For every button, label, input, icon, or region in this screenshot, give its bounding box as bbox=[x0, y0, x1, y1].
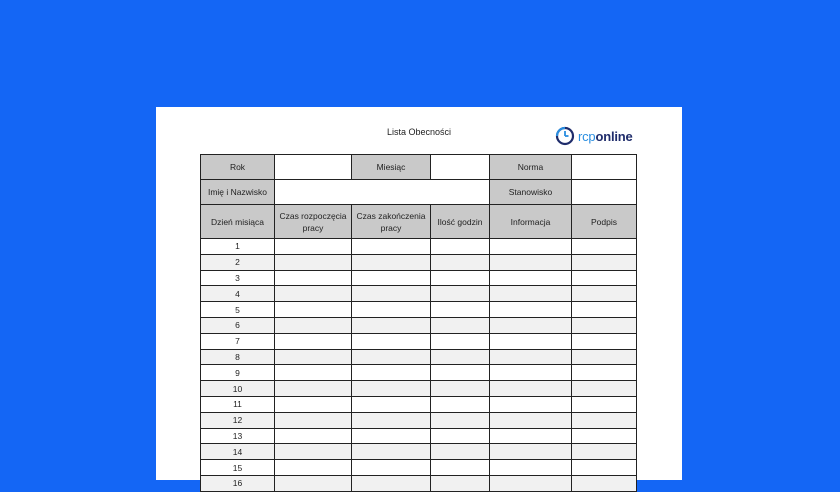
column-header-info-text: Informacja bbox=[510, 216, 551, 227]
table-row bbox=[201, 396, 637, 412]
start-time-cell[interactable] bbox=[275, 365, 352, 381]
start-time-cell[interactable] bbox=[275, 412, 352, 428]
day-number: 13 bbox=[201, 428, 275, 444]
day-number: 4 bbox=[201, 286, 275, 302]
signature-cell[interactable] bbox=[572, 286, 637, 302]
end-time-cell[interactable] bbox=[352, 349, 431, 365]
end-time-cell[interactable] bbox=[352, 286, 431, 302]
table-row bbox=[201, 428, 637, 444]
signature-cell[interactable] bbox=[572, 270, 637, 286]
hours-cell[interactable] bbox=[431, 475, 490, 491]
rok-field[interactable] bbox=[275, 155, 352, 180]
table-row bbox=[201, 444, 637, 460]
start-time-cell[interactable] bbox=[275, 381, 352, 397]
signature-cell[interactable] bbox=[572, 254, 637, 270]
column-header-signature bbox=[572, 205, 637, 239]
column-header-hours-text: Ilość godzin bbox=[437, 216, 483, 227]
info-cell[interactable] bbox=[490, 444, 572, 460]
info-cell[interactable] bbox=[490, 333, 572, 349]
hours-cell[interactable] bbox=[431, 317, 490, 333]
end-time-cell[interactable] bbox=[352, 365, 431, 381]
table-row bbox=[201, 333, 637, 349]
hours-cell[interactable] bbox=[431, 349, 490, 365]
imie-nazwisko-field[interactable] bbox=[275, 180, 490, 205]
hours-cell[interactable] bbox=[431, 365, 490, 381]
start-time-cell[interactable] bbox=[275, 270, 352, 286]
column-header-row bbox=[201, 205, 637, 239]
hours-cell[interactable] bbox=[431, 286, 490, 302]
column-header-day bbox=[201, 205, 275, 239]
hours-cell[interactable] bbox=[431, 239, 490, 255]
signature-cell[interactable] bbox=[572, 349, 637, 365]
signature-cell[interactable] bbox=[572, 239, 637, 255]
day-number: 3 bbox=[201, 270, 275, 286]
logo-text-rcp: rcp bbox=[578, 128, 596, 144]
day-number: 9 bbox=[201, 365, 275, 381]
norma-field[interactable] bbox=[572, 155, 637, 180]
day-number: 10 bbox=[201, 381, 275, 397]
table-row bbox=[201, 365, 637, 381]
miesiac-label: Miesiąc bbox=[352, 155, 431, 180]
hours-cell[interactable] bbox=[431, 254, 490, 270]
day-number: 14 bbox=[201, 444, 275, 460]
signature-cell[interactable] bbox=[572, 333, 637, 349]
info-cell[interactable] bbox=[490, 349, 572, 365]
day-number: 7 bbox=[201, 333, 275, 349]
start-time-cell[interactable] bbox=[275, 317, 352, 333]
start-time-cell[interactable] bbox=[275, 239, 352, 255]
start-time-cell[interactable] bbox=[275, 396, 352, 412]
end-time-cell[interactable] bbox=[352, 317, 431, 333]
end-time-cell[interactable] bbox=[352, 302, 431, 318]
end-time-cell[interactable] bbox=[352, 254, 431, 270]
attendance-table bbox=[200, 154, 637, 492]
info-cell[interactable] bbox=[490, 396, 572, 412]
logo-text bbox=[578, 129, 633, 144]
table-row bbox=[201, 349, 637, 365]
start-time-cell[interactable] bbox=[275, 444, 352, 460]
hours-cell[interactable] bbox=[431, 333, 490, 349]
day-number: 6 bbox=[201, 317, 275, 333]
day-number: 8 bbox=[201, 349, 275, 365]
miesiac-field[interactable] bbox=[431, 155, 490, 180]
stanowisko-field[interactable] bbox=[572, 180, 637, 205]
signature-cell[interactable] bbox=[572, 381, 637, 397]
table-row bbox=[201, 381, 637, 397]
day-number: 15 bbox=[201, 460, 275, 476]
table-row bbox=[201, 286, 637, 302]
end-time-cell[interactable] bbox=[352, 239, 431, 255]
info-cell[interactable] bbox=[490, 270, 572, 286]
table-row bbox=[201, 317, 637, 333]
signature-cell[interactable] bbox=[572, 428, 637, 444]
end-time-cell[interactable] bbox=[352, 381, 431, 397]
info-cell[interactable] bbox=[490, 286, 572, 302]
norma-label: Norma bbox=[490, 155, 572, 180]
attendance-sheet bbox=[156, 107, 682, 489]
info-cell[interactable] bbox=[490, 254, 572, 270]
hours-cell[interactable] bbox=[431, 428, 490, 444]
end-time-cell[interactable] bbox=[352, 460, 431, 476]
end-time-cell[interactable] bbox=[352, 444, 431, 460]
table-row bbox=[201, 270, 637, 286]
signature-cell[interactable] bbox=[572, 317, 637, 333]
signature-cell[interactable] bbox=[572, 444, 637, 460]
start-time-cell[interactable] bbox=[275, 428, 352, 444]
column-header-signature-text: Podpis bbox=[591, 216, 617, 227]
info-cell[interactable] bbox=[490, 381, 572, 397]
table-row bbox=[201, 475, 637, 491]
info-cell[interactable] bbox=[490, 428, 572, 444]
signature-cell[interactable] bbox=[572, 475, 637, 491]
hours-cell[interactable] bbox=[431, 444, 490, 460]
table-row bbox=[201, 254, 637, 270]
clock-logo-icon bbox=[555, 126, 575, 146]
column-header-end bbox=[352, 205, 431, 239]
hours-cell[interactable] bbox=[431, 302, 490, 318]
info-cell[interactable] bbox=[490, 412, 572, 428]
info-cell[interactable] bbox=[490, 239, 572, 255]
signature-cell[interactable] bbox=[572, 396, 637, 412]
start-time-cell[interactable] bbox=[275, 254, 352, 270]
signature-cell[interactable] bbox=[572, 365, 637, 381]
column-header-info bbox=[490, 205, 572, 239]
hours-cell[interactable] bbox=[431, 460, 490, 476]
column-header-start-text: Czas rozpoczęcia pracy bbox=[279, 210, 347, 233]
hours-cell[interactable] bbox=[431, 270, 490, 286]
rok-label: Rok bbox=[201, 155, 275, 180]
stanowisko-label: Stanowisko bbox=[490, 180, 572, 205]
document-title: Lista Obecności bbox=[386, 127, 452, 137]
table-row bbox=[201, 239, 637, 255]
header-row-1 bbox=[201, 155, 637, 180]
hours-cell[interactable] bbox=[431, 381, 490, 397]
signature-cell[interactable] bbox=[572, 460, 637, 476]
column-header-start bbox=[275, 205, 352, 239]
info-cell[interactable] bbox=[490, 460, 572, 476]
hours-cell[interactable] bbox=[431, 412, 490, 428]
end-time-cell[interactable] bbox=[352, 396, 431, 412]
table-row bbox=[201, 460, 637, 476]
info-cell[interactable] bbox=[490, 365, 572, 381]
start-time-cell[interactable] bbox=[275, 475, 352, 491]
info-cell[interactable] bbox=[490, 317, 572, 333]
day-number: 12 bbox=[201, 412, 275, 428]
end-time-cell[interactable] bbox=[352, 412, 431, 428]
day-number: 2 bbox=[201, 254, 275, 270]
table-row bbox=[201, 302, 637, 318]
hours-cell[interactable] bbox=[431, 396, 490, 412]
end-time-cell[interactable] bbox=[352, 475, 431, 491]
start-time-cell[interactable] bbox=[275, 349, 352, 365]
column-header-day-text: Dzień misiąca bbox=[211, 216, 264, 227]
start-time-cell[interactable] bbox=[275, 286, 352, 302]
start-time-cell[interactable] bbox=[275, 460, 352, 476]
logo-text-online: online bbox=[595, 128, 633, 144]
day-number: 5 bbox=[201, 302, 275, 318]
imie-nazwisko-label: Imię i Nazwisko bbox=[201, 180, 275, 205]
end-time-cell[interactable] bbox=[352, 270, 431, 286]
info-cell[interactable] bbox=[490, 302, 572, 318]
day-number: 1 bbox=[201, 239, 275, 255]
end-time-cell[interactable] bbox=[352, 428, 431, 444]
header-row-2 bbox=[201, 180, 637, 205]
day-number: 16 bbox=[201, 475, 275, 491]
column-header-end-text: Czas zakończenia pracy bbox=[356, 210, 426, 233]
rcponline-logo bbox=[555, 125, 633, 147]
day-number: 11 bbox=[201, 396, 275, 412]
start-time-cell[interactable] bbox=[275, 302, 352, 318]
end-time-cell[interactable] bbox=[352, 333, 431, 349]
table-row bbox=[201, 412, 637, 428]
column-header-hours bbox=[431, 205, 490, 239]
signature-cell[interactable] bbox=[572, 302, 637, 318]
signature-cell[interactable] bbox=[572, 412, 637, 428]
info-cell[interactable] bbox=[490, 475, 572, 491]
start-time-cell[interactable] bbox=[275, 333, 352, 349]
